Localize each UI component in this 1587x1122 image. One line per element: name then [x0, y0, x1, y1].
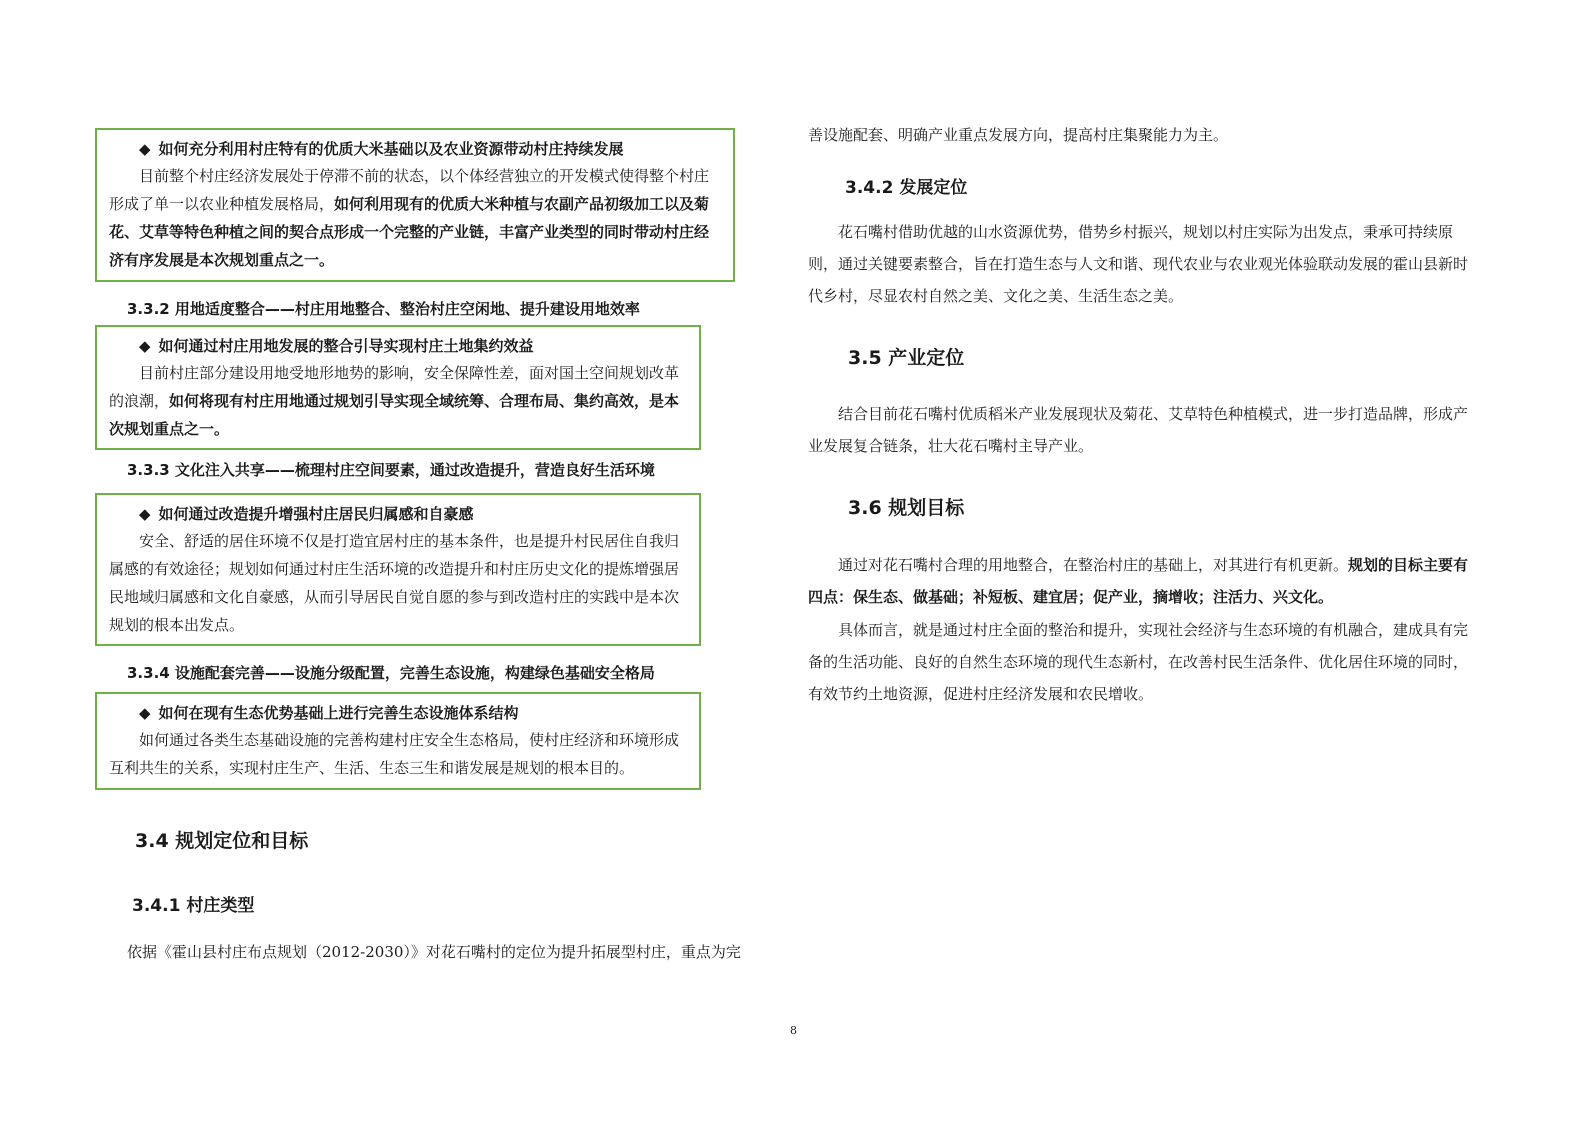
callout-title: ◆ 如何在现有生态优势基础上进行完善生态设施体系结构: [139, 704, 519, 722]
callout-title: ◆ 如何充分利用村庄特有的优质大米基础以及农业资源带动村庄持续发展: [139, 140, 624, 158]
callout-text: 安全、舒适的居住环境不仅是打造宜居村庄的基本条件，也是提升村民居住自我归属感的有效途径；规划如何通过村庄生活环境的改造提升和村庄历史文化的提炼增强居民地域归属感和文化自豪感，从而引导居民自觉自愿的参与到改造村庄的实践中是本次规划的根本出发点。: [109, 532, 680, 634]
heading-3-3-4: 3.3.4 设施配套完善——设施分级配置，完善生态设施，构建绿色基础安全格局: [127, 664, 655, 682]
heading-3-5: 3.5 产业定位: [848, 347, 965, 369]
heading-3-3-3: 3.3.3 文化注入共享——梳理村庄空间要素，通过改造提升，营造良好生活环境: [127, 461, 655, 479]
callout-text: 如何通过各类生态基础设施的完善构建村庄安全生态格局，使村庄经济和环境形成互利共生的关系，实现村庄生产、生活、生态三生和谐发展是规划的根本目的。: [109, 731, 680, 777]
callout-box-rice-industry: [95, 128, 735, 282]
heading-3-4-2: 3.4.2 发展定位: [845, 178, 968, 198]
paragraph-3-6-detail: 具体而言，就是通过村庄全面的整治和提升，实现社会经济与生态环境的有机融合，建成具有完备的生活功能、良好的自然生态环境的现代生态新村，在改善村民生活条件、优化居住环境的同时，有效节约土地资源，促进村庄经济发展和农民增收。: [808, 621, 1469, 703]
diamond-icon: ◆: [139, 505, 151, 523]
paragraph-3-4-1: 依据《霍山县村庄布点规划（2012-2030）》对花石嘴村的定位为提升拓展型村庄，重点为完: [127, 943, 741, 961]
callout-title: ◆ 如何通过改造提升增强村庄居民归属感和自豪感: [139, 505, 474, 523]
heading-3-4: 3.4 规划定位和目标: [135, 830, 309, 852]
paragraph-3-4-2: 花石嘴村借助优越的山水资源优势，借势乡村振兴，规划以村庄实际为出发点，秉承可持续原则，通过关键要素整合，旨在打造生态与人文和谐、现代农业与农业观光体验联动发展的霍山县新时代乡村，尽显农村自然之美、文化之美、生活生态之美。: [808, 223, 1469, 305]
paragraph-3-6: 通过对花石嘴村合理的用地整合，在整治村庄的基础上，对其进行有机更新。规划的目标主要有四点：保生态、做基础；补短板、建宜居；促产业，摘增收；注活力、兴文化。: [808, 556, 1469, 606]
heading-3-3-2: 3.3.2 用地适度整合——村庄用地整合、整治村庄空闲地、提升建设用地效率: [127, 300, 640, 318]
paragraph-continued: 善设施配套、明确产业重点发展方向，提高村庄集聚能力为主。: [808, 126, 1229, 144]
callout-box-ecology: [95, 692, 701, 790]
callout-box-culture: [95, 493, 701, 646]
diamond-icon: ◆: [139, 337, 151, 355]
callout-title: ◆ 如何通过村庄用地发展的整合引导实现村庄土地集约效益: [139, 337, 534, 355]
page-number: 8: [790, 1024, 797, 1037]
callout-box-land-use: [95, 325, 701, 450]
diamond-icon: ◆: [139, 704, 151, 722]
callout-text: 目前整个村庄经济发展处于停滞不前的状态，以个体经营独立的开发模式使得整个村庄形成了单一以农业种植发展格局，如何利用现有的优质大米种植与农副产品初级加工以及菊花、艾草等特色种植之间的契合点形成一个完整的产业链，丰富产业类型的同时带动村庄经济有序发展是本次规划重点之一。: [109, 167, 710, 269]
paragraph-3-5: 结合目前花石嘴村优质稻米产业发展现状及菊花、艾草特色种植模式，进一步打造品牌，形成产业发展复合链条，壮大花石嘴村主导产业。: [808, 405, 1469, 455]
heading-3-6: 3.6 规划目标: [848, 497, 965, 519]
callout-text: 目前村庄部分建设用地受地形地势的影响，安全保障性差，面对国土空间规划改革的浪潮，如何将现有村庄用地通过规划引导实现全域统筹、合理布局、集约高效，是本次规划重点之一。: [109, 364, 680, 438]
diamond-icon: ◆: [139, 140, 151, 158]
heading-3-4-1: 3.4.1 村庄类型: [132, 896, 255, 916]
